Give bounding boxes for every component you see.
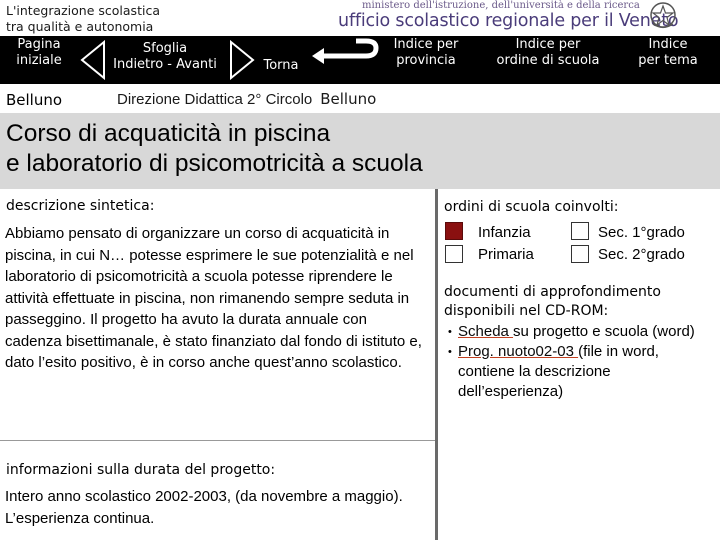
page-title-line2: e laboratorio di psicomotricità a scuola — [6, 150, 423, 177]
school-city: Belluno — [320, 90, 377, 108]
nav-index-topic-line2: per tema — [638, 53, 698, 68]
checkbox-sec2[interactable] — [571, 245, 589, 263]
nav-browse-line1: Sfoglia — [142, 41, 188, 56]
school-name: Direzione Didattica 2° Circolo — [117, 91, 313, 108]
nav-index-topic-button[interactable] — [630, 37, 706, 69]
order-label-sec1: Sec. 1°grado — [598, 224, 685, 241]
checkbox-infanzia[interactable] — [445, 222, 463, 240]
breadcrumb-school — [117, 90, 376, 108]
nav-separator — [472, 36, 473, 84]
nav-index-province-line2: provincia — [396, 53, 456, 68]
bullet-icon: • — [448, 326, 452, 338]
description-text: Abbiamo pensato di organizzare un corso di acquaticità in piscina, in cui N… potesse esprimere le sue potenzialità e nel laboratorio di psicomotricità a scuola potesse riprendere le attività effettuate in piscina, non rimanendo sempre seduta in passeggino. Il progetto ha avuto la durata annuale con cadenza bisettimanale, è stato finanziato dal fondo di istituto e, dato l’esito positivo, è in corso anche quest’anno scolastico. — [5, 225, 422, 371]
nav-home-line1: Pagina — [17, 37, 61, 52]
left-column-separator — [0, 440, 435, 441]
nav-browse-label — [104, 41, 226, 73]
return-arrow-icon[interactable] — [310, 38, 384, 72]
documents-list — [448, 322, 716, 402]
document-description: su progetto e scuola (word) — [513, 323, 695, 340]
office-label: ufficio scolastico regionale per il Veneto — [338, 11, 679, 31]
order-label-sec2: Sec. 2°grado — [598, 246, 685, 263]
nav-home-line2: iniziale — [16, 53, 62, 68]
duration-text: Intero anno scolastico 2002-2003, (da novembre a maggio). L’esperienza continua. — [5, 488, 403, 527]
site-title-line2: tra qualità e autonomia — [6, 19, 154, 34]
document-link-scheda[interactable]: Scheda — [458, 323, 514, 340]
description-heading: descrizione sintetica: — [6, 198, 155, 214]
nav-back-arrow-icon[interactable] — [80, 40, 106, 80]
column-divider — [435, 189, 438, 540]
nav-back-button[interactable]: Torna — [263, 58, 299, 73]
nav-index-school-button[interactable] — [486, 37, 610, 69]
republic-emblem-icon — [648, 0, 678, 32]
documents-heading-line1: documenti di approfondimento — [444, 284, 661, 300]
page-title — [6, 119, 423, 179]
list-item — [448, 342, 716, 402]
nav-home-button[interactable] — [4, 37, 74, 69]
nav-bar — [0, 36, 720, 84]
document-link-prog-nuoto[interactable]: Prog. nuoto02-03 — [458, 343, 579, 360]
nav-index-province-line1: Indice per — [393, 37, 459, 52]
document-description: (file in word, contiene la descrizione dell’esperienza) — [458, 343, 659, 400]
site-title-line1: L'integrazione scolastica — [6, 3, 160, 18]
ministry-label: ministero dell'istruzione, dell'università e della ricerca — [362, 0, 640, 11]
bullet-icon: • — [448, 346, 452, 358]
nav-separator — [615, 36, 616, 84]
site-title — [6, 3, 160, 35]
checkbox-primaria[interactable] — [445, 245, 463, 263]
orders-heading: ordini di scuola coinvolti: — [444, 199, 619, 215]
nav-browse-line2: Indietro - Avanti — [113, 57, 217, 72]
checkbox-sec1[interactable] — [571, 222, 589, 240]
order-label-infanzia: Infanzia — [478, 224, 531, 241]
nav-forward-arrow-icon[interactable] — [229, 40, 255, 80]
duration-heading: informazioni sulla durata del progetto: — [6, 462, 276, 478]
nav-index-province-button[interactable] — [385, 37, 467, 69]
page-title-line1: Corso di acquaticità in piscina — [6, 120, 331, 147]
nav-index-topic-line1: Indice — [648, 37, 688, 52]
documents-heading-line2: disponibili nel CD-ROM: — [444, 303, 609, 319]
order-label-primaria: Primaria — [478, 246, 534, 263]
documents-heading — [444, 283, 661, 321]
list-item — [448, 322, 716, 342]
breadcrumb-province[interactable]: Belluno — [6, 91, 63, 109]
nav-index-school-line1: Indice per — [515, 37, 581, 52]
nav-index-school-line2: ordine di scuola — [496, 53, 600, 68]
